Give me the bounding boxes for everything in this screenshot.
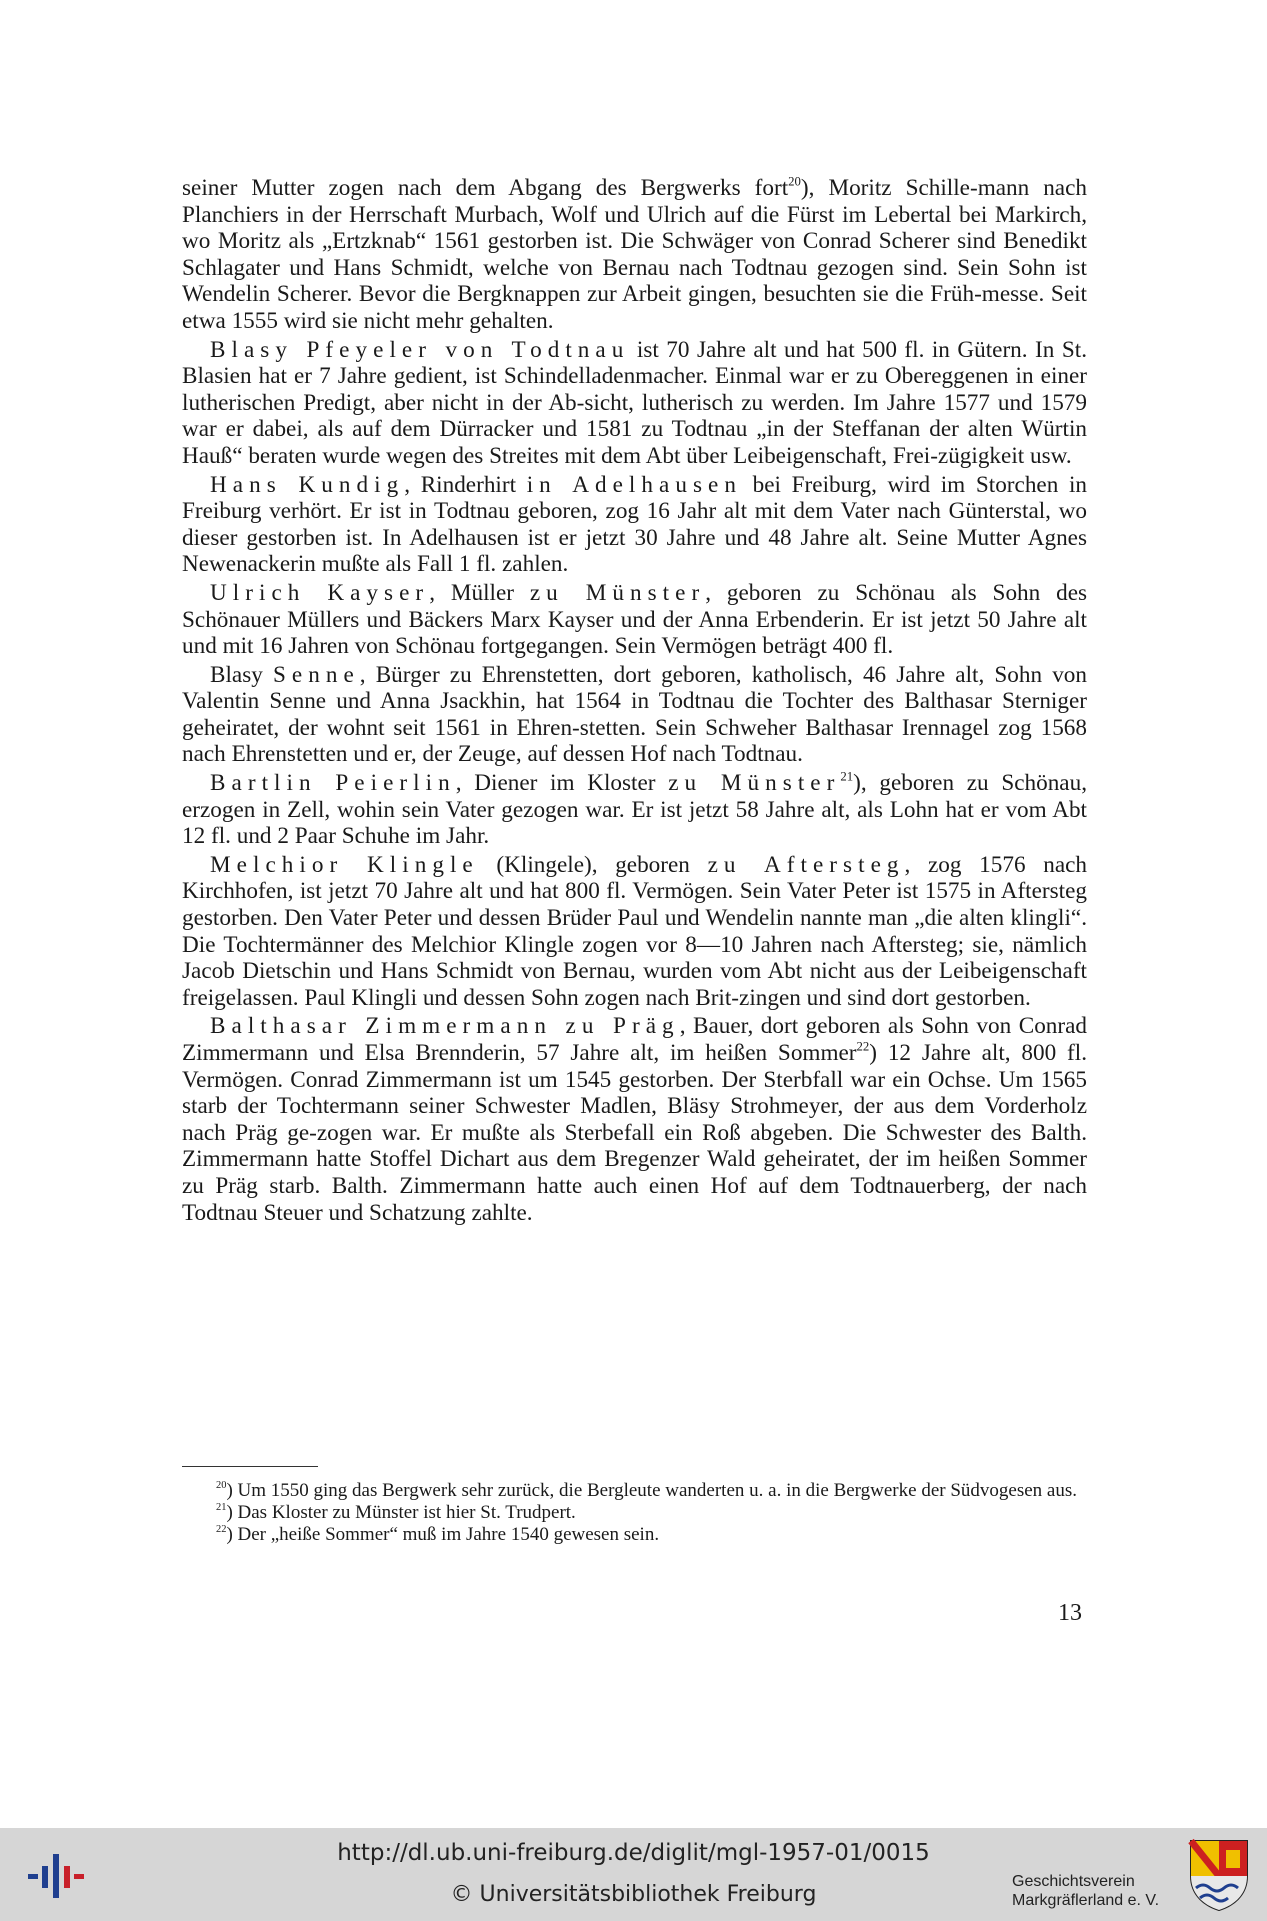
- footnote-20: [182, 1480, 1087, 1502]
- footnotes: [182, 1480, 1087, 1546]
- society-line-1: Geschichtsverein: [1012, 1873, 1135, 1890]
- paragraph: Melchior Klingle (Klingele), geboren zu Aftersteg, zog 1576 nach Kirchhofen, ist jetzt 70 Jahre alt und hat 800 fl. Vermögen. Sein Vater Peter ist 1575 in Aftersteg gestorben. Den Vater Peter und dessen Brüder Paul und Wendelin nannte man „die alten klingli“. Die Tochtermänner des Melchior Klingle zogen vor 8—10 Jahren nach Aftersteg; sie, nämlich Jacob Dietschin und Hans Schmidt von Bernau, wurden vom Abt nicht aus der Leibeigenschaft freigelassen. Paul Klingli und dessen Sohn zogen nach Brit-zingen und sind dort gestorben.: [182, 851, 1088, 1011]
- footnote-mark: 21: [216, 1502, 227, 1514]
- footnote-21: [182, 1502, 1087, 1524]
- document-url-link[interactable]: http://dl.ub.uni-freiburg.de/diglit/mgl-1957-01/0015: [337, 1840, 930, 1866]
- society-crest-icon: [1188, 1838, 1250, 1912]
- paragraph: Balthasar Zimmermann zu Präg, Bauer, dort geboren als Sohn von Conrad Zimmermann und Elsa Brennderin, 57 Jahre alt, im heißen Sommer$^{22}$) 12 Jahre alt, 800 fl. Vermögen. Conrad Zimmermann ist um 1545 gestorben. Der Sterbfall war ein Ochse. Um 1565 starb der Tochtermann seiner Schwester Madlen, Bläsy Strohmeyer, der aus dem Vorderholz nach Präg ge-zogen war. Er mußte als Sterbefall ein Roß abgeben. Die Schwester des Balth. Zimmermann hatte Stoffel Dichart aus dem Bregenzer Wald geheiratet, der im heißen Sommer zu Präg starb. Balth. Zimmermann hatte auch einen Hof auf dem Todtnauerberg, der nach Todtnau Steuer und Schatzung zahlte.: [182, 1013, 1088, 1226]
- society-line-2: Markgräflerland e. V.: [1012, 1892, 1160, 1909]
- copyright-text: © Universitätsbibliothek Freiburg: [450, 1882, 817, 1907]
- footnote-mark: 20: [216, 1480, 227, 1492]
- footnote-text: ) Der „heiße Sommer“ muß im Jahre 1540 gewesen sein.: [226, 1524, 660, 1545]
- paragraph: Bartlin Peierlin, Diener im Kloster zu Münster$^{21}$), geboren zu Schönau, erzogen in Zell, wohin sein Vater gezogen war. Er ist jetzt 58 Jahre alt, als Lohn hat er vom Abt 12 fl. und 2 Paar Schuhe im Jahr.: [182, 769, 1087, 850]
- footnote-22: [182, 1524, 1087, 1546]
- paragraph: seiner Mutter zogen nach dem Abgang des Bergwerks fort$^{20}$), Moritz Schille-mann nach Planchiers in der Herrschaft Murbach, Wolf und Ulrich auf die Fürst im Lebertal bei Markirch, wo Moritz als „Ertzknab“ 1561 gestorben ist. Die Schwäger von Conrad Scherer sind Benedikt Schlagater und Hans Schmidt, welche von Bernau nach Todtnau gezogen sind. Sein Sohn ist Wendelin Scherer. Bevor die Bergknappen zur Arbeit gingen, besuchten sie die Früh-messe. Seit etwa 1555 wird sie nicht mehr gehalten.: [182, 174, 1087, 334]
- paragraph: Blasy Senne, Bürger zu Ehrenstetten, dort geboren, katholisch, 46 Jahre alt, Sohn von Valentin Senne und Anna Jsackhin, hat 1564 in Todtnau die Tochter des Balthasar Sterniger geheiratet, der wohnt seit 1561 in Ehren-stetten. Sein Schweher Balthasar Irennagel zog 1568 nach Ehrenstetten und er, der Zeuge, auf dessen Hof nach Todtnau.: [182, 661, 1087, 768]
- paragraph: Blasy Pfeyeler von Todtnau ist 70 Jahre alt und hat 500 fl. in Gütern. In St. Blasien hat er 7 Jahre gedient, ist Schindelladenmacher. Einmal war er zu Obereggenen in einer lutherischen Predigt, aber nicht in der Ab-sicht, lutherisch zu werden. Im Jahre 1577 und 1579 war er dabei, als auf dem Dürracker und 1581 zu Todtnau „in der Steffanan der alten Würtin Hauß“ beraten wurde wegen des Streites mit dem Abt über Leibeigenschaft, Frei-zügigkeit usw.: [182, 336, 1087, 469]
- footnote-text: ) Das Kloster zu Münster ist hier St. Trudpert.: [226, 1502, 576, 1523]
- society-name: [1012, 1872, 1159, 1910]
- footer-bar: [0, 1828, 1267, 1921]
- footnote-separator: [182, 1466, 318, 1467]
- page-body: [182, 175, 1087, 1226]
- paragraph: Hans Kundig, Rinderhirt in Adelhausen bei Freiburg, wird im Storchen in Freiburg verhört. Er ist in Todtnau geboren, zog 16 Jahr alt mit dem Vater nach Günterstal, wo dieser gestorben ist. In Adelhausen ist er jetzt 30 Jahre und 48 Jahre alt. Seine Mutter Agnes Newenackerin mußte als Fall 1 fl. zahlen.: [182, 471, 1087, 578]
- paragraph: Ulrich Kayser, Müller zu Münster, geboren zu Schönau als Sohn des Schönauer Müllers und Bäckers Marx Kayser und der Anna Erbenderin. Er ist jetzt 50 Jahre alt und mit 16 Jahren von Schönau fortgegangen. Sein Vermögen beträgt 400 fl.: [182, 579, 1088, 660]
- footnote-text: ) Um 1550 ging das Bergwerk sehr zurück, die Bergleute wanderten u. a. in die Bergwerke der Südvogesen aus.: [226, 1480, 1077, 1501]
- page-number: 13: [1058, 1600, 1082, 1626]
- footnote-mark: 22: [216, 1524, 227, 1536]
